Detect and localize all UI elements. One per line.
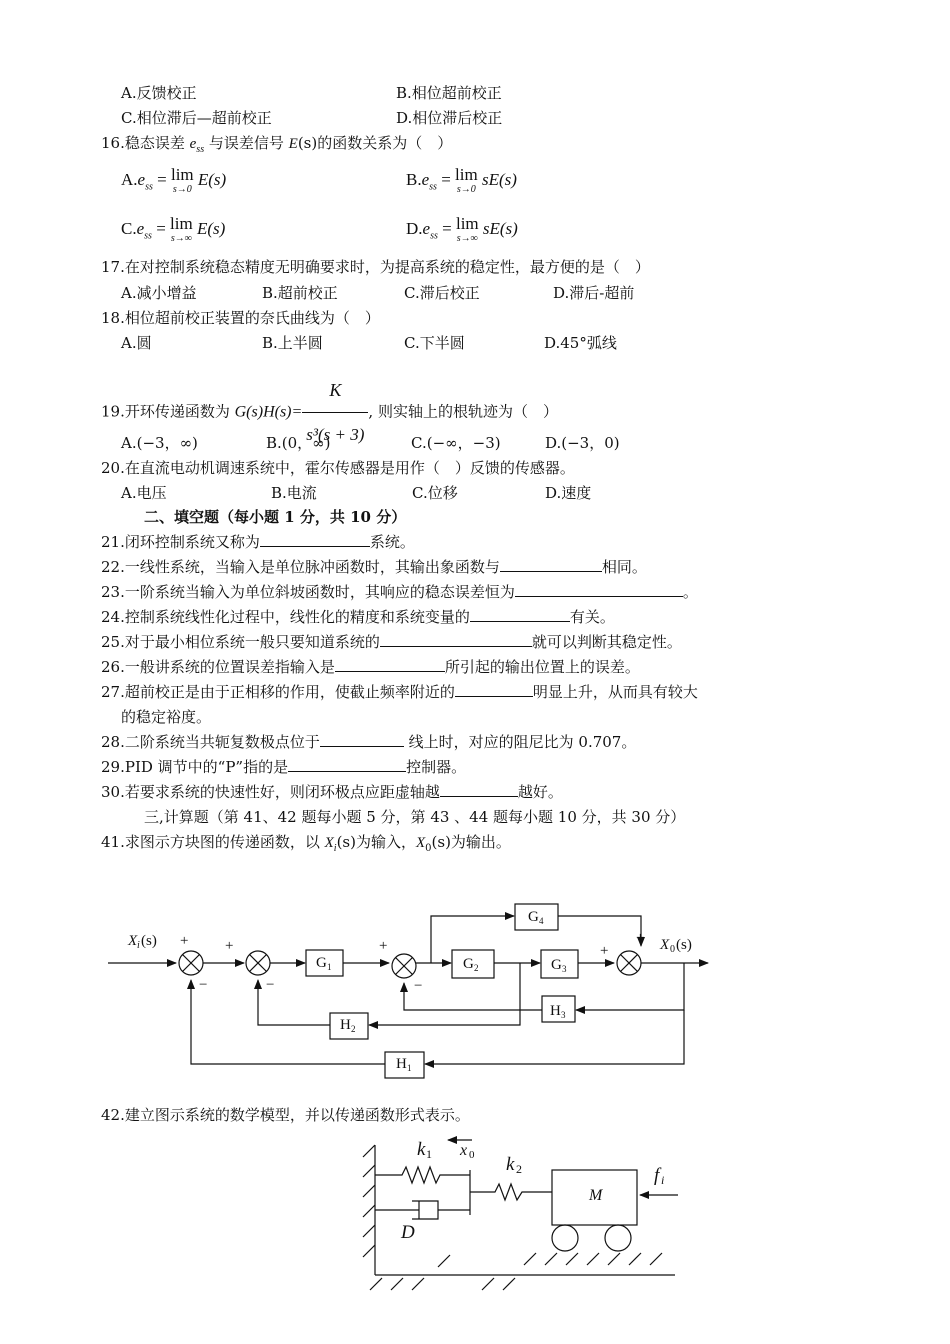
svg-text:+: + xyxy=(379,938,388,954)
svg-text:−: − xyxy=(266,977,275,993)
svg-text:i: i xyxy=(661,1173,665,1187)
svg-text:2: 2 xyxy=(351,1024,356,1034)
svg-text:1: 1 xyxy=(426,1147,432,1161)
svg-text:4: 4 xyxy=(539,916,544,926)
q16-stem: 16.稳态误差 $e_{ss}$ 与误差信号 E(s)的函数关系为（ ） xyxy=(101,134,453,155)
q18-stem: 18.相位超前校正装置的奈氏曲线为（ ） xyxy=(101,309,380,327)
q25-blank[interactable] xyxy=(380,632,532,647)
q17-option-c: C.滞后校正 xyxy=(404,284,480,302)
q18-option-b: B.上半圆 xyxy=(262,334,323,352)
q15-option-a: A.反馈校正 xyxy=(121,84,197,102)
q21: 21.闭环控制系统又称为 系统。 xyxy=(101,533,415,551)
sum-junction-2 xyxy=(246,951,270,975)
svg-text:H: H xyxy=(550,1003,561,1019)
q16-option-c: $C.e_{ss}$ = lim s→∞ E(s) xyxy=(121,214,226,244)
svg-text:(s): (s) xyxy=(141,933,157,949)
q17-option-a: A.减小增益 xyxy=(121,284,197,302)
q26: 26.一般讲系统的位置误差指输入是 所引起的输出位置上的误差。 xyxy=(101,658,640,676)
q16-option-a: $A.e_{ss}$ = lim s→0 E(s) xyxy=(121,165,227,195)
q29-blank[interactable] xyxy=(288,757,406,772)
q19-option-a: A.(−3，∞) xyxy=(121,434,198,452)
svg-text:k: k xyxy=(417,1139,426,1160)
q19-option-d: D.(−3，0) xyxy=(545,434,620,452)
q19-stem: 19.开环传递函数为 G(s)H(s)= $\frac{K}{\text{s³(s + 3)}}$ , 则实轴上的根轨迹为（ ） xyxy=(101,368,558,457)
spring-k1 xyxy=(375,1167,470,1183)
sum-junction-3 xyxy=(392,954,416,978)
q17-stem: 17.在对控制系统稳态精度无明确要求时，为提高系统的稳定性，最方便的是（ ） xyxy=(101,258,650,276)
svg-text:H: H xyxy=(340,1017,351,1033)
svg-text:x: x xyxy=(460,1142,468,1159)
svg-text:1: 1 xyxy=(407,1063,412,1073)
q42-stem: 42.建立图示系统的数学模型，并以传递函数形式表示。 xyxy=(101,1106,470,1124)
q15-option-b: B.相位超前校正 xyxy=(396,84,502,102)
svg-text:3: 3 xyxy=(562,964,567,974)
svg-text:(s): (s) xyxy=(676,937,692,953)
q29: 29.PID 调节中的“P”指的是 控制器。 xyxy=(101,758,467,776)
svg-text:+: + xyxy=(180,933,189,949)
q41-stem: 41.求图示方块图的传递函数，以 $X_i(s)$为输入，$X_0(s)$为输出。 xyxy=(101,833,511,854)
q19-option-c: C.(−∞，−3) xyxy=(411,434,501,452)
q20-option-c: C.位移 xyxy=(412,484,458,502)
svg-text:0: 0 xyxy=(670,944,675,955)
q15-option-d: D.相位滞后校正 xyxy=(396,109,503,127)
svg-text:k: k xyxy=(506,1154,515,1175)
svg-text:G: G xyxy=(528,909,539,925)
q30-blank[interactable] xyxy=(440,782,518,797)
wall-hatching xyxy=(363,1145,375,1257)
q21-blank[interactable] xyxy=(260,532,370,547)
bd-output-label: X xyxy=(660,937,670,953)
q24-blank[interactable] xyxy=(470,607,570,622)
q20-option-d: D.速度 xyxy=(545,484,592,502)
wheel-left xyxy=(552,1225,578,1251)
svg-text:G: G xyxy=(316,955,327,971)
q24: 24.控制系统线性化过程中，线性化的精度和系统变量的 有关。 xyxy=(101,608,615,626)
svg-text:−: − xyxy=(414,978,423,994)
section-2-heading: 二、填空题（每小题 1 分，共 10 分） xyxy=(144,508,407,526)
bd-input-label: X xyxy=(128,933,138,949)
spring-k2 xyxy=(470,1184,552,1200)
q22-blank[interactable] xyxy=(500,557,602,572)
q20-option-b: B.电流 xyxy=(271,484,317,502)
q15-option-c: C.相位滞后—超前校正 xyxy=(121,109,272,127)
svg-text:2: 2 xyxy=(516,1162,522,1176)
damper-d xyxy=(375,1201,470,1219)
svg-text:f: f xyxy=(654,1165,660,1186)
wheel-right xyxy=(605,1225,631,1251)
q18-option-d: D.45°弧线 xyxy=(544,334,617,352)
svg-text:H: H xyxy=(396,1056,407,1072)
q20-stem: 20.在直流电动机调速系统中，霍尔传感器是用作（ ）反馈的传感器。 xyxy=(101,459,575,477)
section-3-heading: 三,计算题（第 41、42 题每小题 5 分，第 43 、44 题每小题 10 分，共 30 分） xyxy=(144,808,686,826)
svg-text:D: D xyxy=(401,1222,415,1243)
q27: 27.超前校正是由于正相移的作用，使截止频率附近的 明显上升，从而具有较大 xyxy=(101,683,698,701)
q16-option-d: $D.e_{ss}$ = lim s→∞ sE(s) xyxy=(406,214,518,244)
block-diagram xyxy=(0,890,950,1090)
ground-hatching xyxy=(370,1253,662,1290)
svg-text:−: − xyxy=(199,977,208,993)
q28-blank[interactable] xyxy=(320,732,404,747)
q23: 23.一阶系统当输入为单位斜坡函数时，其响应的稳态误差恒为 。 xyxy=(101,583,698,601)
q17-option-d: D.滞后-超前 xyxy=(553,284,635,302)
q17-option-b: B.超前校正 xyxy=(262,284,338,302)
svg-text:0: 0 xyxy=(469,1149,475,1161)
q26-blank[interactable] xyxy=(335,657,445,672)
svg-text:M: M xyxy=(589,1187,603,1204)
sum-junction-4 xyxy=(617,951,641,975)
q30: 30.若要求系统的快速性好，则闭环极点应距虚轴越 越好。 xyxy=(101,783,563,801)
q19-fraction: $\frac{K}{\text{s³(s + 3)}}$ xyxy=(302,368,368,457)
q23-blank[interactable] xyxy=(515,582,683,597)
sum-junction-1 xyxy=(179,951,203,975)
svg-text:i: i xyxy=(137,940,140,951)
svg-text:+: + xyxy=(600,943,609,959)
q19-option-b: B.(0，∞) xyxy=(266,434,331,452)
mechanical-diagram xyxy=(0,1125,950,1300)
svg-text:G: G xyxy=(551,957,562,973)
q25: 25.对于最小相位系统一般只要知道系统的 就可以判断其稳定性。 xyxy=(101,633,682,651)
svg-text:G: G xyxy=(463,956,474,972)
svg-text:+: + xyxy=(225,938,234,954)
q22: 22.一线性系统，当输入是单位脉冲函数时，其输出象函数与 相同。 xyxy=(101,558,647,576)
svg-text:+: + xyxy=(636,930,645,946)
q18-option-c: C.下半圆 xyxy=(404,334,465,352)
svg-text:2: 2 xyxy=(474,963,479,973)
svg-text:1: 1 xyxy=(327,962,332,972)
svg-text:3: 3 xyxy=(561,1010,566,1020)
q18-option-a: A.圆 xyxy=(121,334,152,352)
q27-blank[interactable] xyxy=(455,682,533,697)
q28: 28.二阶系统当共轭复数极点位于 线上时，对应的阻尼比为 0.707。 xyxy=(101,733,637,751)
q27-line2: 的稳定裕度。 xyxy=(121,708,212,726)
q20-option-a: A.电压 xyxy=(121,484,167,502)
q16-option-b: $B.e_{ss}$ = lim s→0 sE(s) xyxy=(406,165,517,195)
